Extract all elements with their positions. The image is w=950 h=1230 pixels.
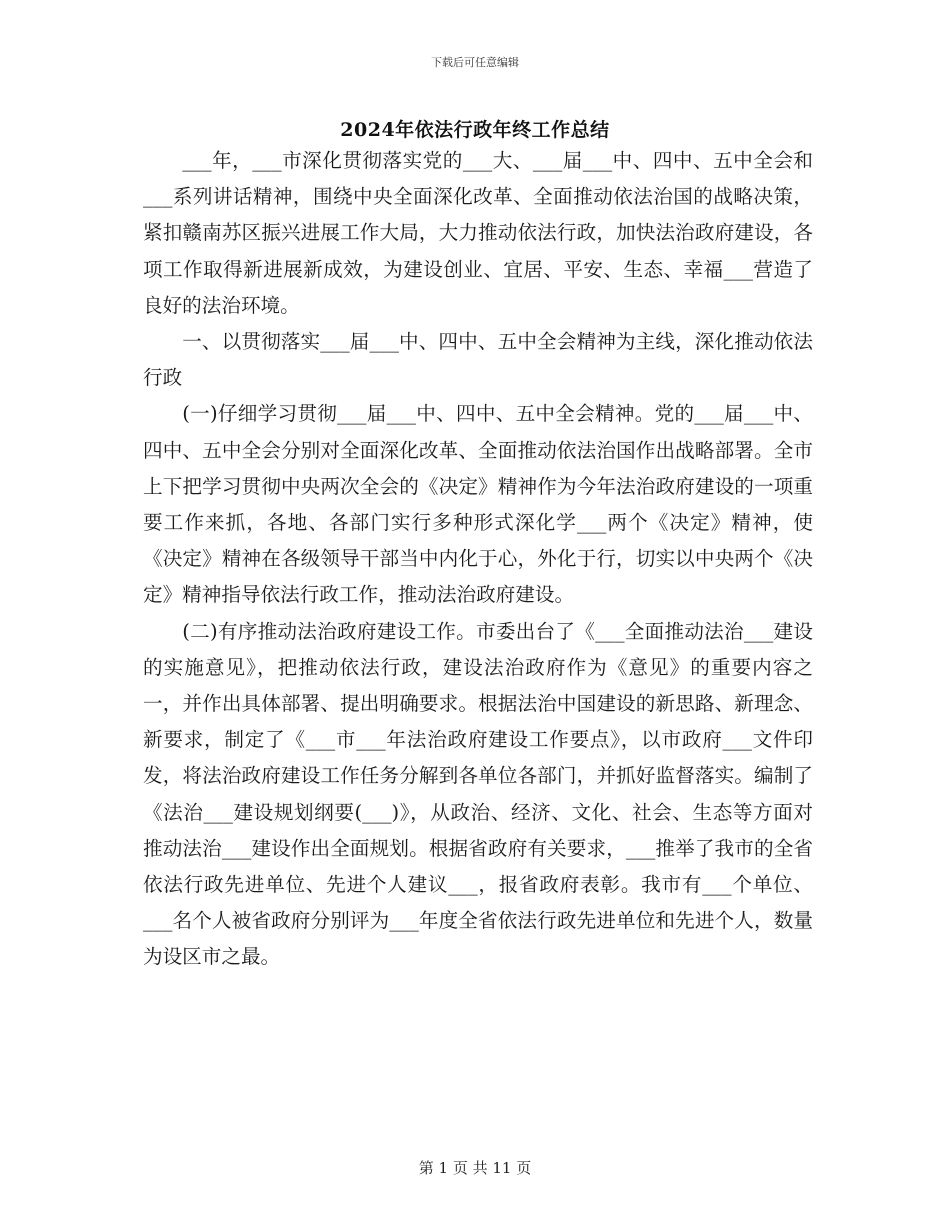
document-body — [143, 143, 813, 976]
document-title: 2024年依法行政年终工作总结 — [340, 119, 610, 141]
page-header: 下载后可任意编辑 — [431, 56, 519, 69]
paragraph-intro: ___年，___市深化贯彻落实党的___大、___届___中、四中、五中全会和___系列讲话精神，围绕中央全面深化改革、全面推动依法治国的战略决策，紧扣赣南苏区振兴进展工作大局，大力推动依法行政，加快法治政府建设，各项工作取得新进展新成效，为建设创业、宜居、平安、生态、幸福___营造了良好的法治环境。 — [143, 149, 813, 317]
page-number-footer: 第 1 页 共 11 页 — [418, 1159, 532, 1177]
section-heading-1: 一、以贯彻落实___届___中、四中、五中全会精神为主线，深化推动依法行政 — [143, 330, 813, 390]
paragraph-subsection-2: (二)有序推动法治政府建设工作。市委出台了《___全面推动法治___建设的实施意见》，把推动依法行政，建设法治政府作为《意见》的重要内容之一，并作出具体部署、提出明确要求。根据法治中国建设的新思路、新理念、新要求，制定了《___市___年法治政府建设工作要点》，以市政府___文件印发，将法治政府建设工作任务分解到各单位各部门，并抓好监督落实。编制了《法治___建设规划纲要(___)》，从政治、经济、文化、社会、生态等方面对推动法治___建设作出全面规划。根据省政府有关要求，___推举了我市的全省依法行政先进单位、先进个人建议___，报省政府表彰。我市有___个单位、___名个人被省政府分别评为___年度全省依法行政先进单位和先进个人，数量为设区市之最。 — [143, 619, 813, 969]
paragraph-subsection-1: (一)仔细学习贯彻___届___中、四中、五中全会精神。党的___届___中、四中、五中全会分别对全面深化改革、全面推动依法治国作出战略部署。全市上下把学习贯彻中央两次全会的《决定》精神作为今年法治政府建设的一项重要工作来抓，各地、各部门实行多种形式深化学___两个《决定》精神，使《决定》精神在各级领导干部当中内化于心，外化于行，切实以中央两个《决定》精神指导依法行政工作，推动法治政府建设。 — [143, 402, 813, 607]
